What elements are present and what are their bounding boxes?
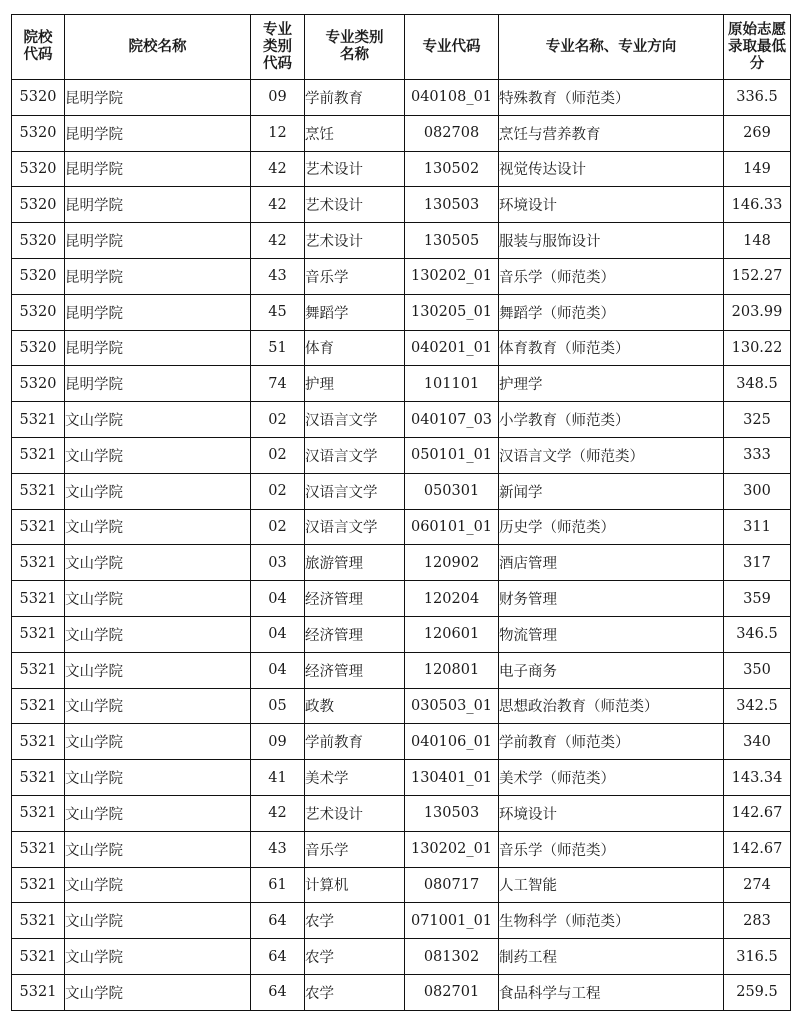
cell-school-name: 昆明学院 — [65, 115, 251, 151]
cell-category-name: 学前教育 — [305, 724, 405, 760]
cell-major-code: 060101_01 — [405, 509, 499, 545]
cell-min-score: 300 — [724, 473, 791, 509]
table-row — [12, 545, 791, 581]
cell-min-score: 203.99 — [724, 294, 791, 330]
table-row — [12, 652, 791, 688]
cell-min-score: 342.5 — [724, 688, 791, 724]
cell-category-name: 农学 — [305, 903, 405, 939]
cell-category-name: 经济管理 — [305, 652, 405, 688]
cell-min-score: 333 — [724, 437, 791, 473]
header-min-score: 原始志愿录取最低分 — [724, 15, 791, 80]
cell-major-code: 040107_03 — [405, 402, 499, 438]
table-row — [12, 223, 791, 259]
cell-category-code: 02 — [251, 473, 305, 509]
cell-school-name: 文山学院 — [65, 939, 251, 975]
cell-category-code: 05 — [251, 688, 305, 724]
cell-major-code: 040106_01 — [405, 724, 499, 760]
cell-category-name: 汉语言文学 — [305, 473, 405, 509]
cell-min-score: 143.34 — [724, 760, 791, 796]
cell-school-name: 文山学院 — [65, 581, 251, 617]
cell-major-code: 130505 — [405, 223, 499, 259]
table-row — [12, 939, 791, 975]
table-body — [12, 80, 791, 1011]
cell-major-code: 050301 — [405, 473, 499, 509]
cell-school-name: 文山学院 — [65, 652, 251, 688]
cell-category-name: 艺术设计 — [305, 223, 405, 259]
table-row — [12, 366, 791, 402]
table-row — [12, 831, 791, 867]
cell-category-code: 42 — [251, 223, 305, 259]
table-row — [12, 616, 791, 652]
table-row — [12, 402, 791, 438]
cell-category-code: 04 — [251, 581, 305, 617]
table-row — [12, 581, 791, 617]
cell-major-name: 生物科学（师范类） — [499, 903, 724, 939]
cell-major-name: 汉语言文学（师范类） — [499, 437, 724, 473]
cell-major-code: 080717 — [405, 867, 499, 903]
cell-major-name: 环境设计 — [499, 187, 724, 223]
cell-school-code: 5320 — [12, 223, 65, 259]
cell-major-name: 酒店管理 — [499, 545, 724, 581]
cell-category-name: 农学 — [305, 974, 405, 1010]
table-row — [12, 974, 791, 1010]
header-category-code: 专业类别代码 — [251, 15, 305, 80]
cell-category-code: 45 — [251, 294, 305, 330]
cell-school-code: 5321 — [12, 402, 65, 438]
table-row — [12, 795, 791, 831]
cell-major-code: 130503 — [405, 795, 499, 831]
cell-school-code: 5320 — [12, 366, 65, 402]
cell-major-name: 学前教育（师范类） — [499, 724, 724, 760]
cell-category-code: 64 — [251, 939, 305, 975]
cell-major-code: 130202_01 — [405, 831, 499, 867]
cell-school-name: 昆明学院 — [65, 151, 251, 187]
cell-major-name: 人工智能 — [499, 867, 724, 903]
cell-category-name: 美术学 — [305, 760, 405, 796]
cell-school-code: 5320 — [12, 258, 65, 294]
table-row — [12, 151, 791, 187]
cell-category-code: 02 — [251, 437, 305, 473]
cell-min-score: 348.5 — [724, 366, 791, 402]
cell-category-code: 64 — [251, 903, 305, 939]
cell-school-name: 文山学院 — [65, 437, 251, 473]
cell-category-code: 09 — [251, 724, 305, 760]
cell-category-name: 经济管理 — [305, 581, 405, 617]
cell-category-name: 艺术设计 — [305, 151, 405, 187]
table-row — [12, 473, 791, 509]
cell-category-name: 汉语言文学 — [305, 509, 405, 545]
cell-school-code: 5321 — [12, 545, 65, 581]
cell-category-code: 51 — [251, 330, 305, 366]
cell-school-code: 5320 — [12, 294, 65, 330]
table-row — [12, 187, 791, 223]
cell-min-score: 336.5 — [724, 80, 791, 116]
cell-category-name: 音乐学 — [305, 258, 405, 294]
cell-school-code: 5321 — [12, 903, 65, 939]
cell-major-code: 081302 — [405, 939, 499, 975]
cell-major-name: 烹饪与营养教育 — [499, 115, 724, 151]
cell-school-code: 5320 — [12, 330, 65, 366]
cell-category-name: 音乐学 — [305, 831, 405, 867]
cell-min-score: 316.5 — [724, 939, 791, 975]
header-major-code: 专业代码 — [405, 15, 499, 80]
cell-category-name: 旅游管理 — [305, 545, 405, 581]
cell-school-code: 5320 — [12, 151, 65, 187]
cell-major-name: 护理学 — [499, 366, 724, 402]
cell-major-name: 视觉传达设计 — [499, 151, 724, 187]
cell-major-name: 物流管理 — [499, 616, 724, 652]
cell-category-code: 12 — [251, 115, 305, 151]
cell-category-code: 09 — [251, 80, 305, 116]
cell-category-name: 经济管理 — [305, 616, 405, 652]
table-row — [12, 760, 791, 796]
cell-school-code: 5321 — [12, 760, 65, 796]
cell-min-score: 259.5 — [724, 974, 791, 1010]
header-major-name: 专业名称、专业方向 — [499, 15, 724, 80]
cell-school-code: 5321 — [12, 795, 65, 831]
header-school-code: 院校代码 — [12, 15, 65, 80]
cell-category-code: 02 — [251, 402, 305, 438]
cell-major-code: 082701 — [405, 974, 499, 1010]
cell-min-score: 142.67 — [724, 795, 791, 831]
cell-category-code: 42 — [251, 151, 305, 187]
table-row — [12, 437, 791, 473]
cell-min-score: 325 — [724, 402, 791, 438]
cell-school-name: 昆明学院 — [65, 187, 251, 223]
cell-school-name: 文山学院 — [65, 760, 251, 796]
cell-major-name: 音乐学（师范类） — [499, 258, 724, 294]
cell-school-name: 昆明学院 — [65, 258, 251, 294]
cell-major-code: 130401_01 — [405, 760, 499, 796]
header-school-name: 院校名称 — [65, 15, 251, 80]
cell-category-name: 农学 — [305, 939, 405, 975]
cell-min-score: 149 — [724, 151, 791, 187]
cell-major-code: 120601 — [405, 616, 499, 652]
cell-school-name: 文山学院 — [65, 509, 251, 545]
cell-school-name: 文山学院 — [65, 402, 251, 438]
cell-major-name: 制药工程 — [499, 939, 724, 975]
cell-category-name: 体育 — [305, 330, 405, 366]
cell-school-code: 5320 — [12, 187, 65, 223]
cell-category-name: 汉语言文学 — [305, 437, 405, 473]
cell-school-name: 文山学院 — [65, 473, 251, 509]
cell-school-code: 5321 — [12, 939, 65, 975]
cell-min-score: 340 — [724, 724, 791, 760]
table-row — [12, 867, 791, 903]
cell-category-code: 64 — [251, 974, 305, 1010]
cell-school-name: 昆明学院 — [65, 330, 251, 366]
cell-category-code: 42 — [251, 795, 305, 831]
cell-min-score: 152.27 — [724, 258, 791, 294]
cell-major-code: 071001_01 — [405, 903, 499, 939]
cell-school-code: 5321 — [12, 509, 65, 545]
cell-category-name: 艺术设计 — [305, 795, 405, 831]
cell-school-name: 文山学院 — [65, 545, 251, 581]
cell-school-name: 文山学院 — [65, 867, 251, 903]
cell-major-name: 体育教育（师范类） — [499, 330, 724, 366]
cell-category-code: 04 — [251, 652, 305, 688]
cell-school-code: 5321 — [12, 688, 65, 724]
cell-category-code: 61 — [251, 867, 305, 903]
cell-min-score: 146.33 — [724, 187, 791, 223]
cell-category-code: 43 — [251, 258, 305, 294]
cell-min-score: 283 — [724, 903, 791, 939]
cell-category-code: 04 — [251, 616, 305, 652]
cell-min-score: 317 — [724, 545, 791, 581]
cell-min-score: 142.67 — [724, 831, 791, 867]
cell-school-name: 文山学院 — [65, 974, 251, 1010]
table-row — [12, 258, 791, 294]
table-row — [12, 294, 791, 330]
cell-category-code: 74 — [251, 366, 305, 402]
cell-school-code: 5321 — [12, 724, 65, 760]
cell-school-name: 文山学院 — [65, 795, 251, 831]
cell-school-code: 5321 — [12, 867, 65, 903]
cell-major-name: 环境设计 — [499, 795, 724, 831]
cell-school-name: 文山学院 — [65, 616, 251, 652]
cell-major-code: 040201_01 — [405, 330, 499, 366]
cell-major-code: 040108_01 — [405, 80, 499, 116]
cell-school-code: 5321 — [12, 616, 65, 652]
cell-major-name: 特殊教育（师范类） — [499, 80, 724, 116]
cell-major-code: 101101 — [405, 366, 499, 402]
cell-major-name: 舞蹈学（师范类） — [499, 294, 724, 330]
cell-major-name: 新闻学 — [499, 473, 724, 509]
cell-school-name: 文山学院 — [65, 903, 251, 939]
cell-major-name: 思想政治教育（师范类） — [499, 688, 724, 724]
cell-category-name: 烹饪 — [305, 115, 405, 151]
cell-major-name: 历史学（师范类） — [499, 509, 724, 545]
table-row — [12, 115, 791, 151]
cell-school-name: 昆明学院 — [65, 223, 251, 259]
cell-major-code: 130503 — [405, 187, 499, 223]
cell-category-code: 03 — [251, 545, 305, 581]
cell-school-code: 5321 — [12, 974, 65, 1010]
cell-major-code: 130205_01 — [405, 294, 499, 330]
table-row — [12, 903, 791, 939]
cell-major-name: 小学教育（师范类） — [499, 402, 724, 438]
cell-min-score: 359 — [724, 581, 791, 617]
cell-min-score: 269 — [724, 115, 791, 151]
cell-school-code: 5321 — [12, 473, 65, 509]
cell-min-score: 346.5 — [724, 616, 791, 652]
cell-school-name: 昆明学院 — [65, 80, 251, 116]
cell-school-name: 文山学院 — [65, 831, 251, 867]
cell-min-score: 311 — [724, 509, 791, 545]
header-category-name: 专业类别名称 — [305, 15, 405, 80]
cell-major-code: 130202_01 — [405, 258, 499, 294]
cell-school-name: 文山学院 — [65, 688, 251, 724]
cell-school-name: 昆明学院 — [65, 294, 251, 330]
cell-min-score: 350 — [724, 652, 791, 688]
cell-major-name: 服装与服饰设计 — [499, 223, 724, 259]
cell-category-name: 学前教育 — [305, 80, 405, 116]
table-row — [12, 80, 791, 116]
cell-major-name: 电子商务 — [499, 652, 724, 688]
cell-category-code: 42 — [251, 187, 305, 223]
cell-major-code: 030503_01 — [405, 688, 499, 724]
table-row — [12, 724, 791, 760]
cell-category-name: 政教 — [305, 688, 405, 724]
cell-min-score: 148 — [724, 223, 791, 259]
cell-major-name: 财务管理 — [499, 581, 724, 617]
admission-scores-table — [11, 14, 791, 1011]
cell-category-code: 02 — [251, 509, 305, 545]
cell-major-name: 音乐学（师范类） — [499, 831, 724, 867]
cell-major-code: 120801 — [405, 652, 499, 688]
cell-school-code: 5321 — [12, 652, 65, 688]
cell-category-name: 舞蹈学 — [305, 294, 405, 330]
cell-major-name: 食品科学与工程 — [499, 974, 724, 1010]
table-row — [12, 509, 791, 545]
table-row — [12, 330, 791, 366]
cell-category-name: 汉语言文学 — [305, 402, 405, 438]
cell-school-code: 5321 — [12, 831, 65, 867]
table-header-row — [12, 15, 791, 80]
cell-major-code: 120204 — [405, 581, 499, 617]
cell-school-name: 文山学院 — [65, 724, 251, 760]
cell-category-name: 艺术设计 — [305, 187, 405, 223]
cell-category-name: 计算机 — [305, 867, 405, 903]
cell-category-code: 43 — [251, 831, 305, 867]
cell-min-score: 130.22 — [724, 330, 791, 366]
cell-school-code: 5320 — [12, 115, 65, 151]
cell-major-code: 082708 — [405, 115, 499, 151]
cell-category-code: 41 — [251, 760, 305, 796]
table-row — [12, 688, 791, 724]
cell-category-name: 护理 — [305, 366, 405, 402]
cell-major-name: 美术学（师范类） — [499, 760, 724, 796]
cell-school-code: 5321 — [12, 437, 65, 473]
cell-major-code: 130502 — [405, 151, 499, 187]
cell-school-code: 5320 — [12, 80, 65, 116]
cell-min-score: 274 — [724, 867, 791, 903]
cell-school-name: 昆明学院 — [65, 366, 251, 402]
cell-major-code: 120902 — [405, 545, 499, 581]
cell-school-code: 5321 — [12, 581, 65, 617]
cell-major-code: 050101_01 — [405, 437, 499, 473]
